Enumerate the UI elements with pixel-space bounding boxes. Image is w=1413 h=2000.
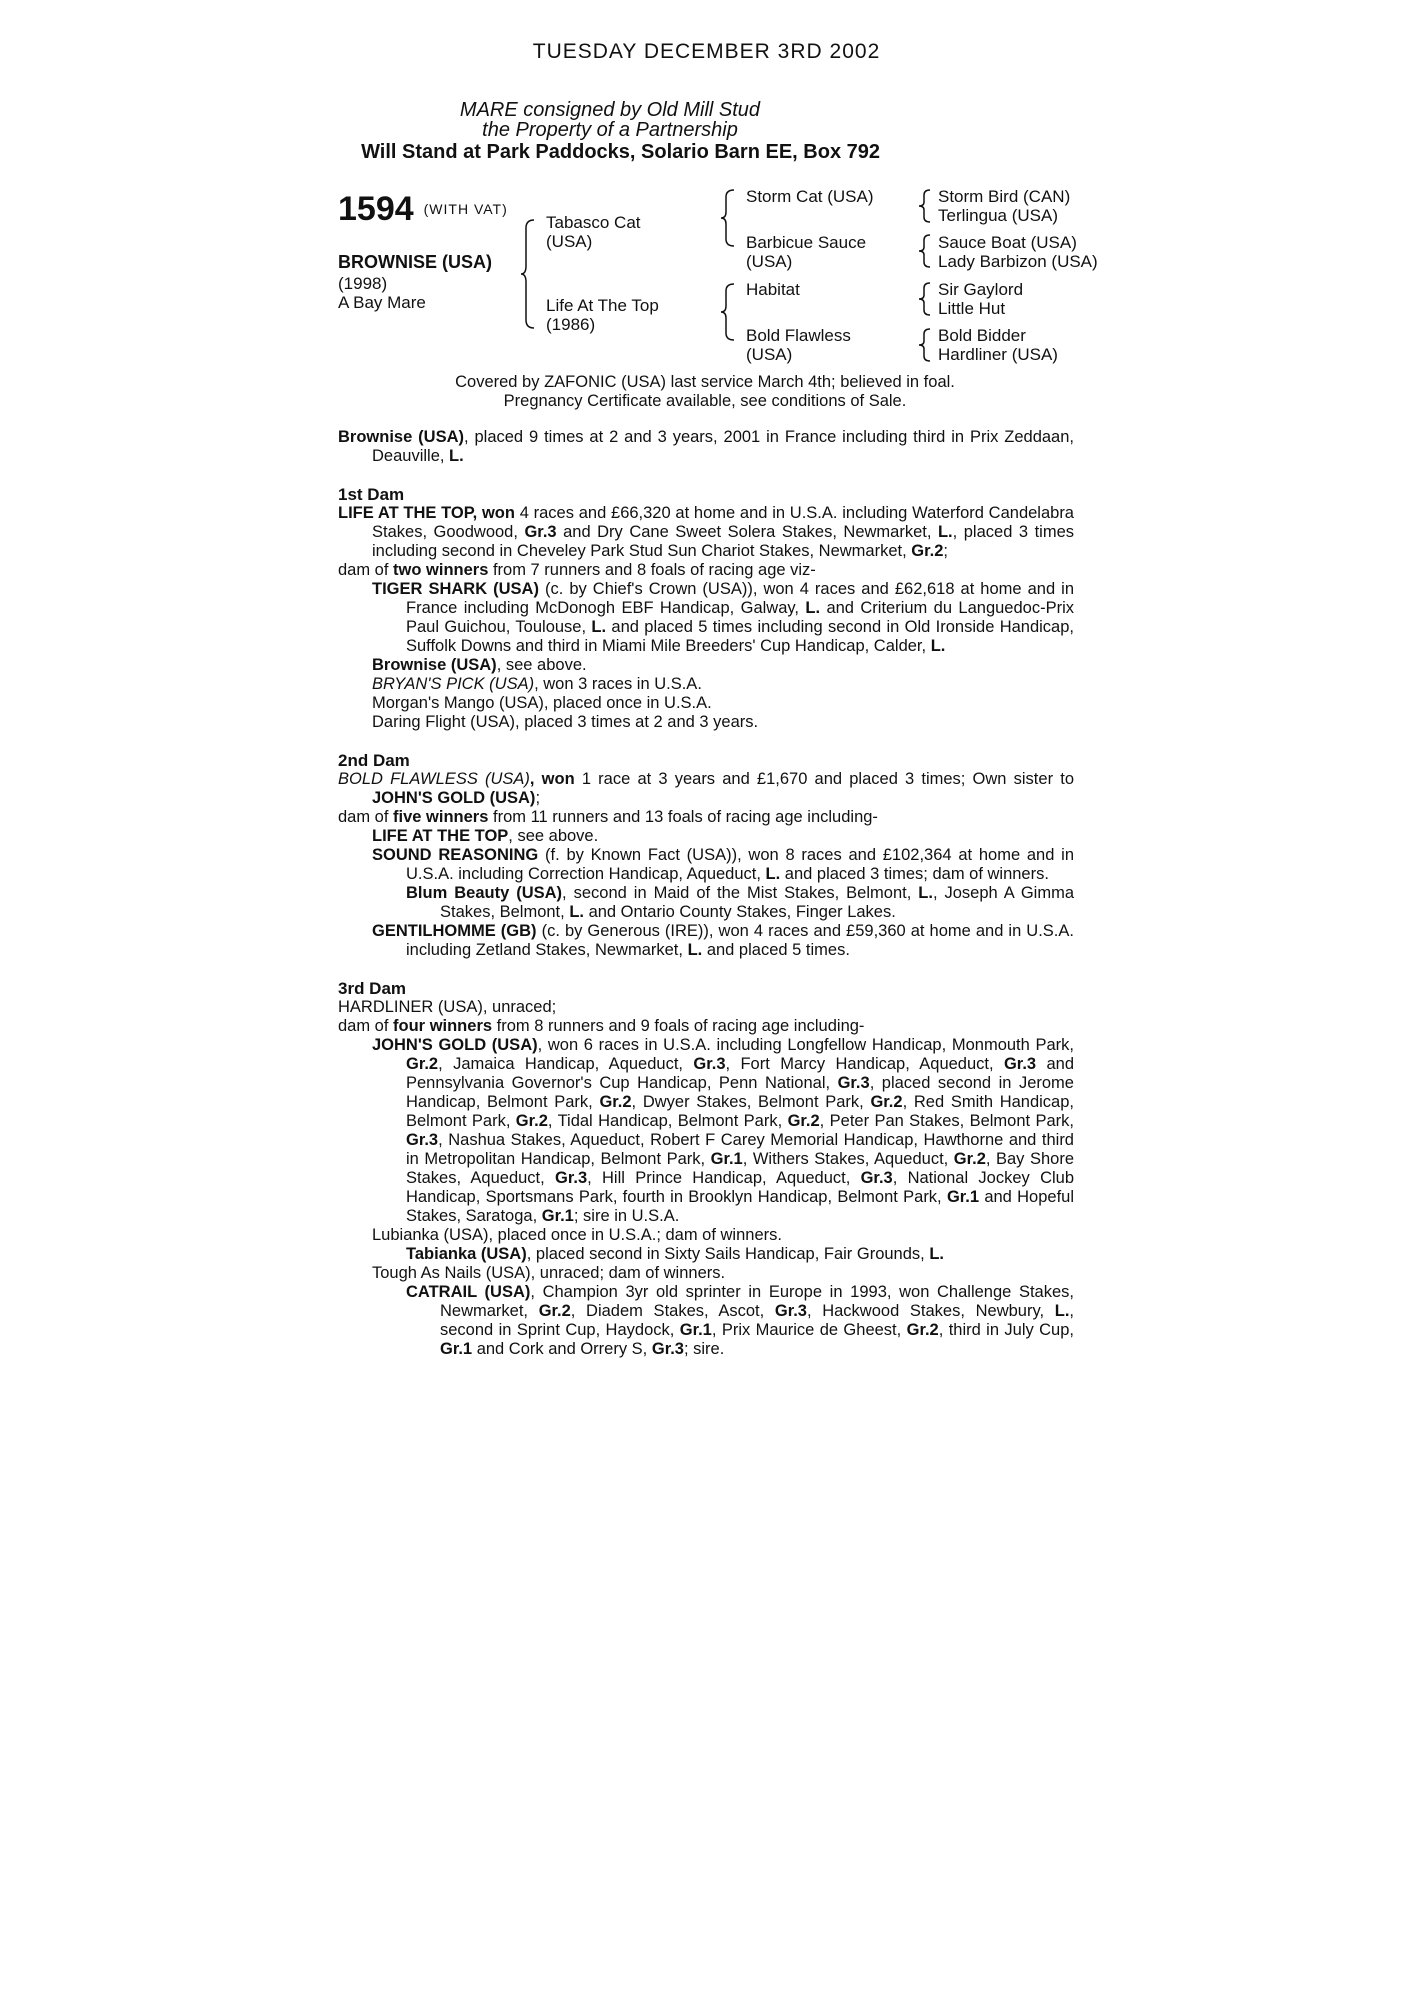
pedigree-sire-sire [746,187,874,206]
pedigree-sd-parents [938,233,1098,271]
pedigree-dss-sire: Sir Gaylord [938,280,1024,299]
list-item: Brownise (USA), see above. [372,656,587,674]
pedigree-sss-sire: Storm Bird (CAN) [938,187,1071,206]
pedigree-ds-name: Habitat [746,280,800,299]
section-heading-2nd-dam: 2nd Dam [338,751,410,770]
pedigree-sire-dam [746,233,866,271]
horse-year: (1998) [338,274,388,293]
catalogue-body [338,428,1074,1359]
dam3-summary: HARDLINER (USA), unraced; [338,998,557,1016]
list-item: TIGER SHARK (USA) (c. by Chief's Crown (USA)), won 4 races and £62,618 at home and in France including McDonogh EBF Handicap, Galway, L. and Criterium du Languedoc-Prix Paul Guichou, Toulouse, L. and placed 5 times including second in Old Ironside Handicap, Suffolk Downs and third in Miami Mile Breeders' Cup Handicap, Calder, L. [372,580,1074,655]
list-item: Tough As Nails (USA), unraced; dam of winners. [372,1264,726,1282]
list-item: BRYAN'S PICK (USA), won 3 races in U.S.A. [372,675,702,693]
pedigree-brace-ds [918,281,934,317]
list-item: Tabianka (USA), placed second in Sixty Sails Handicap, Fair Grounds, L. [406,1245,945,1263]
dam3-produce: dam of four winners from 8 runners and 9 foals of racing age including- [338,1017,865,1035]
consignment-block [340,100,880,162]
list-item: SOUND REASONING (f. by Known Fact (USA)), won 8 races and £102,364 at home and in U.S.A. including Correction Handicap, Aqueduct, L. and placed 3 times; dam of winners. [372,846,1074,883]
covering-note [340,373,1070,411]
lot-heading [338,190,508,229]
horse-name: BROWNISE (USA) [338,252,492,272]
pedigree-dd-name: Bold Flawless [746,326,851,345]
pregnancy-line: Pregnancy Certificate available, see conditions of Sale. [503,392,907,410]
pedigree-dds-sire: Bold Bidder [938,326,1026,345]
pedigree-dam-dam [746,326,851,364]
horse-description: A Bay Mare [338,293,426,312]
sale-date: TUESDAY DECEMBER 3RD 2002 [532,40,881,63]
pedigree-dam-name: Life At The Top [546,296,659,315]
list-item: Blum Beauty (USA), second in Maid of the Mist Stakes, Belmont, L., Joseph A Gimma Stakes, Belmont, L. and Ontario County Stakes, Finger Lakes. [406,884,1074,921]
pedigree-brace-dd [918,327,934,363]
stand-location: Will Stand at Park Paddocks, Solario Barn EE, Box 792 [361,141,880,163]
pedigree-sd-origin: (USA) [746,252,793,271]
section-heading-3rd-dam: 3rd Dam [338,979,407,998]
vat-note: (WITH VAT) [423,201,508,217]
list-item: JOHN'S GOLD (USA), won 6 races in U.S.A. including Longfellow Handicap, Monmouth Park, Gr.2, Jamaica Handicap, Aqueduct, Gr.3, Fort Marcy Handicap, Aqueduct, Gr.3 and Pennsylvania Governor's Cup Handicap, Penn National, Gr.3, placed second in Jerome Handicap, Belmont Park, Gr.2, Dwyer Stakes, Belmont Park, Gr.2, Red Smith Handicap, Belmont Park, Gr.2, Tidal Handicap, Belmont Park, Gr.2, Peter Pan Stakes, Belmont Park, Gr.3, Nashua Stakes, Aqueduct, Robert F Carey Memorial Handicap, Hawthorne and third in Metropolitan Handicap, Belmont Park, Gr.1, Withers Stakes, Aqueduct, Gr.2, Bay Shore Stakes, Aqueduct, Gr.3, Hill Prince Handicap, Aqueduct, Gr.3, National Jockey Club Handicap, Sportsmans Park, fourth in Brooklyn Handicap, Belmont Park, Gr.1 and Hopeful Stakes, Saratoga, Gr.1; sire in U.S.A. [372,1036,1075,1225]
pedigree-ss-name: Storm Cat (USA) [746,187,874,206]
covered-line: Covered by ZAFONIC (USA) last service March 4th; believed in foal. [455,373,955,391]
intro-paragraph: Brownise (USA), placed 9 times at 2 and 3 years, 2001 in France including third in Prix Zeddaan, Deauville, L. [338,428,1074,465]
dam2-summary: BOLD FLAWLESS (USA), won 1 race at 3 years and £1,670 and placed 3 times; Own sister to JOHN'S GOLD (USA); [338,770,1074,807]
pedigree-sds-dam: Lady Barbizon (USA) [938,252,1098,271]
pedigree-sss-dam: Terlingua (USA) [938,206,1058,225]
lot-number: 1594 [338,190,414,228]
list-item: Daring Flight (USA), placed 3 times at 2 and 3 years. [372,713,759,731]
list-item: LIFE AT THE TOP, see above. [372,827,599,845]
pedigree-brace-main [520,218,540,330]
dam1-summary: LIFE AT THE TOP, won 4 races and £66,320 at home and in U.S.A. including Waterford Candelabra Stakes, Goodwood, Gr.3 and Dry Cane Sweet Solera Stakes, Newmarket, L., placed 3 times including second in Cheveley Park Stud Sun Chariot Stakes, Newmarket, Gr.2; [338,504,1074,560]
pedigree-dds-dam: Hardliner (USA) [938,345,1058,364]
pedigree-dd-parents [938,326,1058,364]
list-item: CATRAIL (USA), Champion 3yr old sprinter in Europe in 1993, won Challenge Stakes, Newmarket, Gr.2, Diadem Stakes, Ascot, Gr.3, Hackwood Stakes, Newbury, L., second in Sprint Cup, Haydock, Gr.1, Prix Maurice de Gheest, Gr.2, third in July Cup, Gr.1 and Cork and Orrery S, Gr.3; sire. [406,1283,1074,1358]
list-item: Lubianka (USA), placed once in U.S.A.; dam of winners. [372,1226,782,1244]
pedigree-dss-dam: Little Hut [938,299,1006,318]
dam1-produce: dam of two winners from 7 runners and 8 foals of racing age viz- [338,561,816,579]
section-heading-1st-dam: 1st Dam [338,485,405,504]
dam2-produce: dam of five winners from 11 runners and 13 foals of racing age including- [338,808,878,826]
pedigree-ss-parents [938,187,1070,225]
list-item: GENTILHOMME (GB) (c. by Generous (IRE)), won 4 races and £59,360 at home and in U.S.A. including Zetland Stakes, Newmarket, L. and placed 5 times. [372,922,1074,959]
pedigree-dd-origin: (USA) [746,345,793,364]
pedigree-dam-year: (1986) [546,315,596,334]
pedigree-ds-parents [938,280,1023,318]
pedigree-brace-dam [720,282,740,342]
pedigree-sire [546,213,641,251]
pedigree-sds-sire: Sauce Boat (USA) [938,233,1077,252]
consignor-line: MARE consigned by Old Mill Stud [459,99,761,121]
pedigree-brace-ss [918,188,934,224]
pedigree-sd-name: Barbicue Sauce [746,233,867,252]
pedigree-brace-sd [918,233,934,269]
list-item: Morgan's Mango (USA), placed once in U.S.A. [372,694,712,712]
pedigree-dam-sire [746,280,800,299]
pedigree-sire-name: Tabasco Cat [546,213,641,232]
pedigree-dam [546,296,659,334]
pedigree-brace-sire [720,188,740,248]
pedigree-sire-origin: (USA) [546,232,593,251]
horse-info [338,253,492,312]
property-line: the Property of a Partnership [482,119,738,141]
